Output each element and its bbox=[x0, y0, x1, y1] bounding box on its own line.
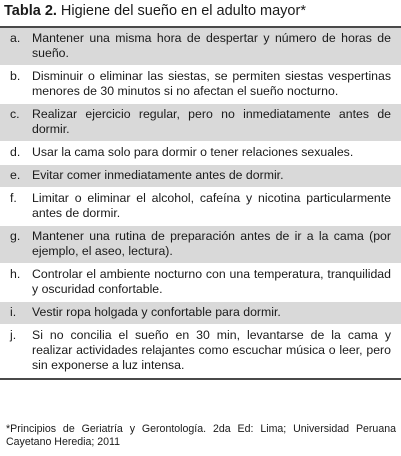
row-text: Mantener una misma hora de despertar y número de horas de sueño. bbox=[32, 31, 391, 60]
row-text: Controlar el ambiente nocturno con una temperatura, tranquilidad y oscuridad confortable. bbox=[32, 267, 391, 296]
table-row bbox=[0, 66, 401, 104]
row-text: Usar la cama solo para dormir o tener relaciones sexuales. bbox=[32, 145, 354, 159]
table-row bbox=[0, 165, 401, 188]
row-letter: g. bbox=[10, 229, 21, 243]
row-letter: a. bbox=[10, 31, 21, 45]
table-row bbox=[0, 226, 401, 264]
row-text: Limitar o eliminar el alcohol, cafeína y nicotina particularmente antes de dormir. bbox=[32, 191, 391, 220]
table-row bbox=[0, 104, 401, 142]
row-text: Evitar comer inmediatamente antes de dormir. bbox=[32, 168, 284, 182]
row-text: Realizar ejercicio regular, pero no inmediatamente antes de dormir. bbox=[32, 107, 391, 136]
table-row bbox=[0, 188, 401, 226]
row-letter: b. bbox=[10, 69, 21, 83]
row-letter: j. bbox=[10, 328, 17, 342]
table-footnote: *Principios de Geriatría y Gerontología. 2da Ed: Lima; Universidad Peruana Cayetano Heredia; 2011 bbox=[6, 423, 396, 448]
table-number: Tabla 2. bbox=[4, 3, 57, 19]
table-row bbox=[0, 302, 401, 325]
row-letter: c. bbox=[10, 107, 20, 121]
row-letter: f. bbox=[10, 191, 17, 205]
table-row bbox=[0, 264, 401, 302]
row-text: Si no concilia el sueño en 30 min, levantarse de la cama y realizar actividades relajantes como escuchar música o leer, pero sin exponerse a luz intensa. bbox=[32, 328, 391, 372]
table-caption: Higiene del sueño en el adulto mayor* bbox=[60, 3, 306, 19]
table-row bbox=[0, 28, 401, 66]
row-letter: e. bbox=[10, 168, 21, 182]
row-letter: i. bbox=[10, 305, 17, 319]
table-row bbox=[0, 325, 401, 378]
row-text: Vestir ropa holgada y confortable para dormir. bbox=[32, 305, 281, 319]
row-text: Mantener una rutina de preparación antes de ir a la cama (por ejemplo, el aseo, lectura). bbox=[32, 229, 391, 258]
row-letter: d. bbox=[10, 145, 21, 159]
table-title bbox=[0, 0, 401, 26]
row-text: Disminuir o eliminar las siestas, se permiten siestas vespertinas menores de 30 minutos si no afectan el sueño nocturno. bbox=[32, 69, 391, 98]
table-row bbox=[0, 142, 401, 165]
sleep-hygiene-table bbox=[0, 26, 401, 380]
row-letter: h. bbox=[10, 267, 21, 281]
